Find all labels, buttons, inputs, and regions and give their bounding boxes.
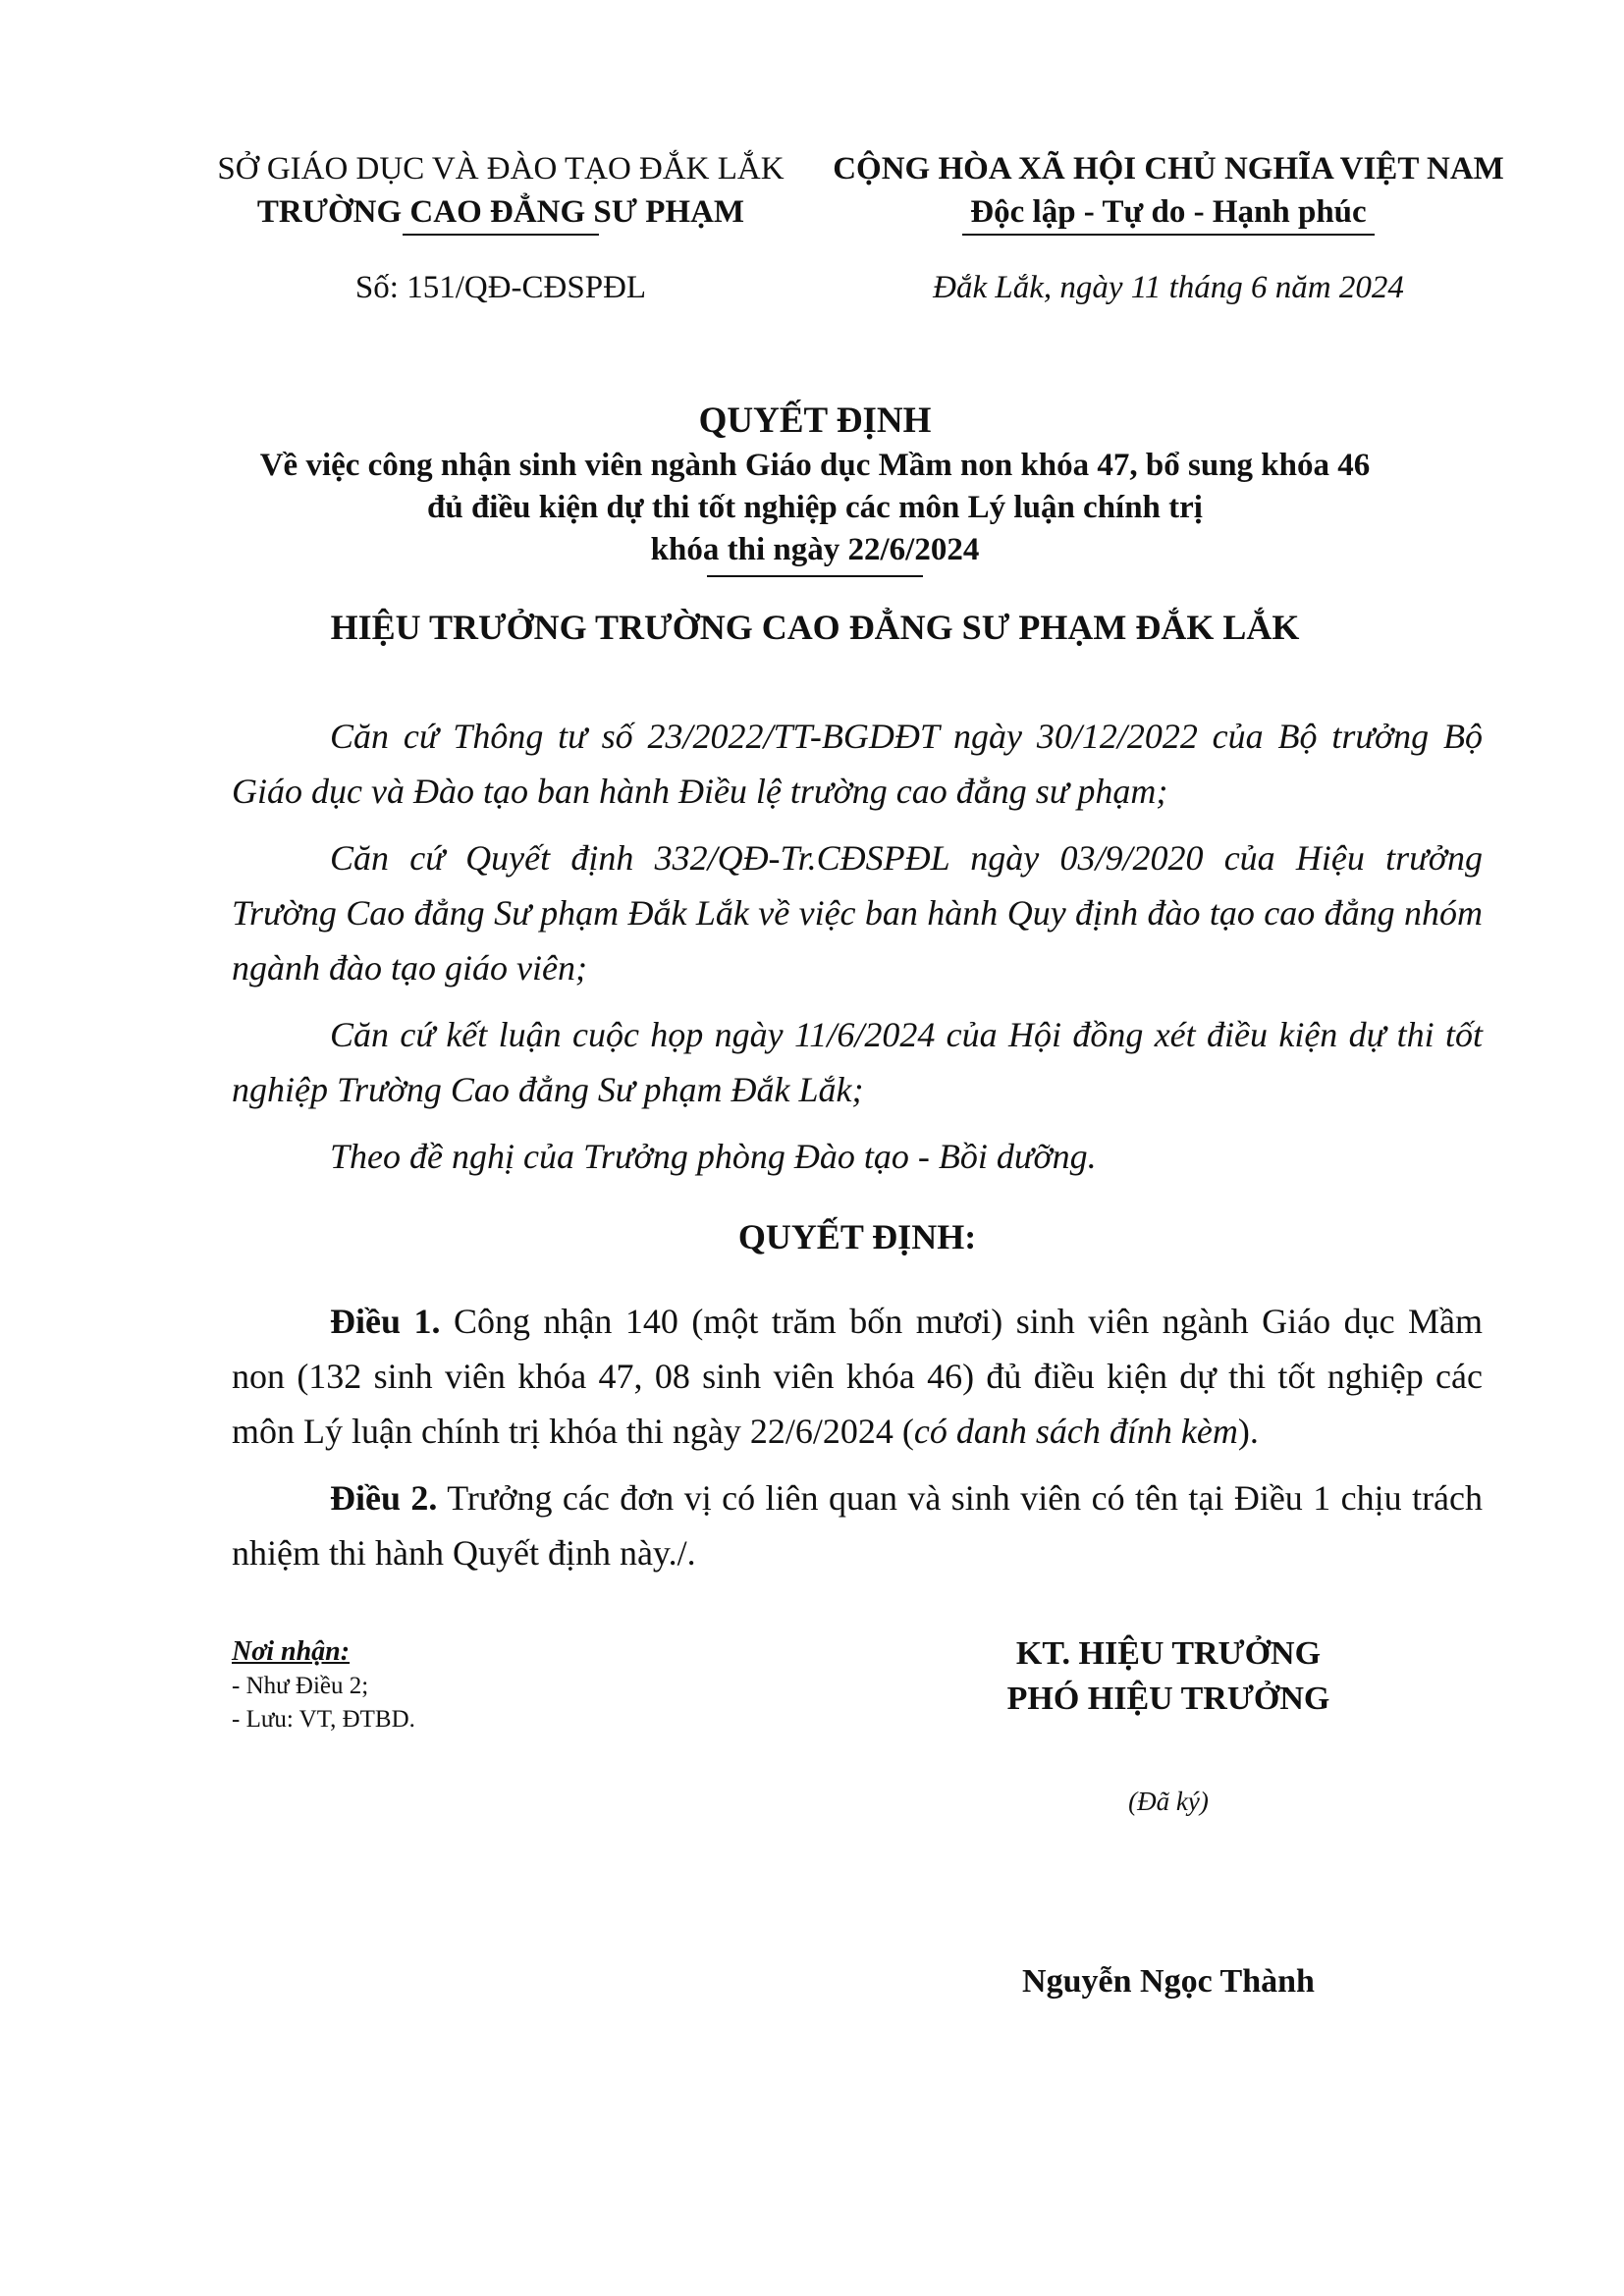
- national-motto: Độc lập - Tự do - Hạnh phúc: [970, 194, 1367, 230]
- document-date: Đắk Lắk, ngày 11 tháng 6 năm 2024: [933, 270, 1404, 305]
- title-underline: [707, 575, 923, 577]
- decision-title: QUYẾT ĐỊNH: [698, 400, 932, 441]
- decision-subject-line-1: Về việc công nhận sinh viên ngành Giáo dục Mầm non khóa 47, bổ sung khóa 46: [259, 448, 1371, 483]
- national-motto-block: [825, 147, 1512, 236]
- legal-basis-1: Căn cứ Thông tư số 23/2022/TT-BGDĐT ngày 30/12/2022 của Bộ trưởng Bộ Giáo dục và Đào tạo ban hành Điều lệ trường cao đẳng sư phạm;: [232, 717, 1483, 811]
- article-1-text: Công nhận 140 (một trăm bốn mươi) sinh viên ngành Giáo dục Mầm non (132 sinh viên khóa 47, 08 sinh viên khóa 46) đủ điều kiện dự thi tốt nghiệp các môn Lý luận chính trị khóa thi ngày 22/6/2024 (: [232, 1302, 1484, 1451]
- article-1-attachment-note: có danh sách đính kèm: [913, 1412, 1238, 1451]
- signer-name: Nguyễn Ngọc Thành: [1022, 1963, 1315, 2000]
- agency-underline: [403, 234, 599, 236]
- document-number: Số: 151/QĐ-CĐSPĐL: [354, 270, 647, 305]
- article-1: [232, 1294, 1483, 1459]
- article-2-text: Trưởng các đơn vị có liên quan và sinh viên có tên tại Điều 1 chịu trách nhiệm thi hành Quyết định này./.: [232, 1478, 1484, 1573]
- motto-underline: [962, 234, 1375, 236]
- decision-subject-line-3: khóa thi ngày 22/6/2024: [650, 532, 980, 567]
- school-name: TRƯỜNG CAO ĐẲNG SƯ PHẠM: [256, 194, 745, 230]
- decision-title-block: [137, 398, 1492, 577]
- recipients-title: Nơi nhận:: [232, 1636, 351, 1667]
- legal-basis-3: Căn cứ kết luận cuộc họp ngày 11/6/2024 của Hội đồng xét điều kiện dự thi tốt nghiệp Trường Cao đẳng Sư phạm Đắk Lắk;: [232, 1015, 1483, 1109]
- recipient-item: - Như Điều 2;: [232, 1673, 369, 1699]
- article-2: [232, 1470, 1483, 1580]
- article-1-end: ).: [1237, 1412, 1259, 1451]
- signature-block: [943, 1631, 1394, 1722]
- article-1-label: Điều 1.: [330, 1302, 441, 1341]
- decision-heading: QUYẾT ĐỊNH:: [737, 1217, 977, 1256]
- signed-note: (Đã ký): [1128, 1787, 1209, 1816]
- signer-authority: KT. HIỆU TRƯỞNG: [1015, 1635, 1322, 1672]
- document-body: [232, 709, 1483, 1592]
- parent-agency: SỞ GIÁO DỤC VÀ ĐÀO TẠO ĐẮK LẮK: [217, 151, 785, 187]
- signer-position: PHÓ HIỆU TRƯỞNG: [1006, 1681, 1330, 1717]
- article-2-label: Điều 2.: [330, 1478, 438, 1518]
- issuing-agency-block: [196, 147, 805, 236]
- issuing-authority: HIỆU TRƯỞNG TRƯỜNG CAO ĐẲNG SƯ PHẠM ĐẮK LẮK: [330, 608, 1300, 647]
- decision-subject-line-2: đủ điều kiện dự thi tốt nghiệp các môn Lý luận chính trị: [427, 490, 1203, 525]
- recipient-item: - Lưu: VT, ĐTBD.: [232, 1706, 415, 1733]
- country-name: CỘNG HÒA XÃ HỘI CHỦ NGHĨA VIỆT NAM: [833, 151, 1504, 187]
- legal-basis-2: Căn cứ Quyết định 332/QĐ-Tr.CĐSPĐL ngày 03/9/2020 của Hiệu trưởng Trường Cao đẳng Sư phạm Đắk Lắk về việc ban hành Quy định đào tạo cao đẳng nhóm ngành đào tạo giáo viên;: [232, 838, 1483, 988]
- recipients-block: [232, 1634, 782, 1736]
- legal-basis-4: Theo đề nghị của Trưởng phòng Đào tạo - Bồi dưỡng.: [330, 1137, 1097, 1176]
